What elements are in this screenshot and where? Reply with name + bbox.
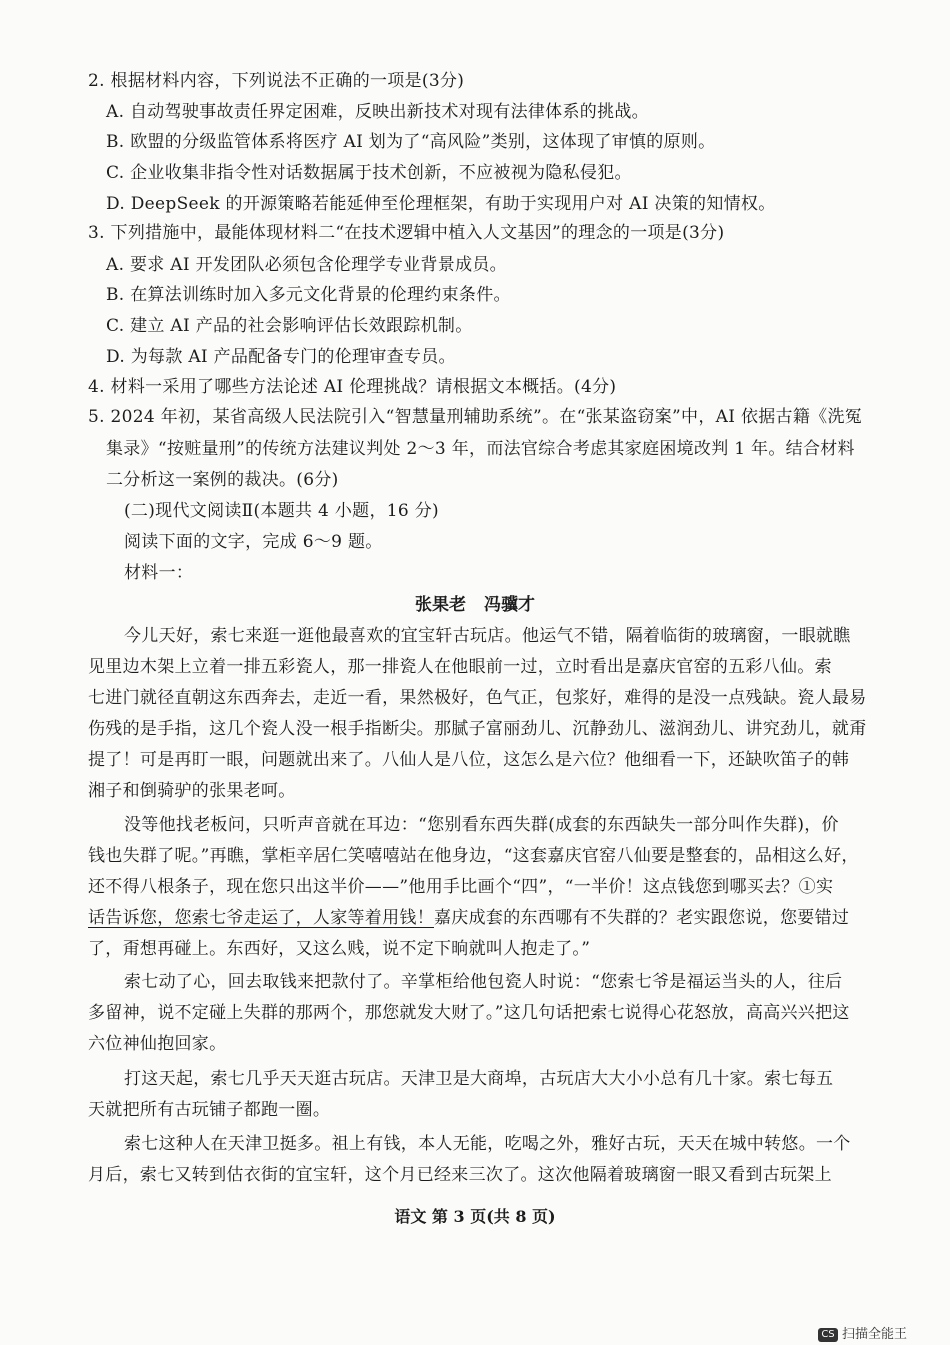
- question-3-option-a: A. 要求 AI 开发团队必须包含伦理学专业背景成员。: [106, 255, 507, 275]
- story-line: 七进门就径直朝这东西奔去，走近一看，果然极好，色气正，包浆好，难得的是没一点残缺。瓷人最易: [88, 688, 867, 708]
- question-2-option-c: C. 企业收集非指令性对话数据属于技术创新，不应被视为隐私侵犯。: [106, 163, 632, 183]
- question-2-stem: 2. 根据材料内容，下列说法不正确的一项是(3分): [88, 71, 465, 91]
- story-line: 天就把所有古玩铺子都跑一圈。: [88, 1100, 331, 1120]
- section-instruction: 阅读下面的文字，完成 6～9 题。: [124, 532, 383, 552]
- underlined-passage-1: 话告诉您，您索七爷走运了，人家等着用钱！: [88, 908, 434, 928]
- question-5-line-3: 二分析这一案例的裁决。(6分): [106, 470, 339, 490]
- story-line: 六位神仙抱回家。: [88, 1034, 227, 1054]
- story-line: 索七这种人在天津卫挺多。祖上有钱，本人无能，吃喝之外，雅好古玩，天天在城中转悠。一个: [124, 1134, 851, 1154]
- story-line: 钱也失群了呢。”再瞧，掌柜辛居仁笑嘻嘻站在他身边，“这套嘉庆官窑八仙要是整套的，品相这么好，: [88, 846, 859, 866]
- question-4: 4. 材料一采用了哪些方法论述 AI 伦理挑战？请根据文本概括。(4分): [88, 377, 617, 397]
- story-line: 湘子和倒骑驴的张果老呵。: [88, 781, 296, 801]
- story-line: 索七动了心，回去取钱来把款付了。辛掌柜给他包瓷人时说：“您索七爷是福运当头的人，往后: [124, 972, 843, 992]
- question-2-option-b: B. 欧盟的分级监管体系将医疗 AI 划为了“高风险”类别，这体现了审慎的原则。: [106, 132, 716, 152]
- story-author: 冯骥才: [484, 595, 535, 615]
- question-5-line-1: 5. 2024 年初，某省高级人民法院引入“智慧量刑辅助系统”。在“张某盗窃案”中，AI 依据古籍《洗冤: [88, 407, 863, 427]
- story-line-rest: 嘉庆成套的东西哪有不失群的？老实跟您说，您要错过: [434, 908, 850, 928]
- question-2-option-a: A. 自动驾驶事故责任界定困难，反映出新技术对现有法律体系的挑战。: [106, 102, 649, 122]
- story-line: 还不得八根条子，现在您只出这半价——”他用手比画个“四”，“一半价！这点钱您到哪买去？①实: [88, 877, 834, 897]
- question-5-line-2: 集录》“按赃量刑”的传统方法建议判处 2～3 年，而法官综合考虑其家庭困境改判 1 年。结合材料: [106, 439, 855, 459]
- story-line: 月后，索七又转到估衣街的宜宝轩，这个月已经来三次了。这次他隔着玻璃窗一眼又看到古玩架上: [88, 1165, 832, 1185]
- story-line: 见里边木架上立着一排五彩瓷人，那一排瓷人在他眼前一过，立时看出是嘉庆官窑的五彩八仙。索: [88, 657, 832, 677]
- story-line: 今儿天好，索七来逛一逛他最喜欢的宜宝轩古玩店。他运气不错，隔着临街的玻璃窗，一眼就瞧: [124, 626, 851, 646]
- story-title: 张果老: [415, 595, 466, 615]
- question-3-option-c: C. 建立 AI 产品的社会影响评估长效跟踪机制。: [106, 316, 473, 336]
- scanner-watermark: [818, 1323, 907, 1345]
- story-line: 打这天起，索七几乎天天逛古玩店。天津卫是大商埠，古玩店大大小小总有几十家。索七每五: [124, 1069, 834, 1089]
- story-line: 多留神，说不定碰上失群的那两个，那您就发大财了。”这几句话把索七说得心花怒放，高高兴兴把这: [88, 1003, 850, 1023]
- question-3-stem: 3. 下列措施中，最能体现材料二“在技术逻辑中植入人文基因”的理念的一项是(3分): [88, 223, 725, 243]
- story-line: 了，甭想再碰上。东西好，又这么贱，说不定下晌就叫人抱走了。”: [88, 939, 591, 959]
- material-label: 材料一：: [124, 563, 194, 583]
- question-3-option-b: B. 在算法训练时加入多元文化背景的伦理约束条件。: [106, 285, 511, 305]
- scanner-watermark-text: 扫描全能王: [842, 1327, 908, 1342]
- story-line-mixed: [88, 907, 849, 929]
- page-footer: 语文 第 3 页(共 8 页): [394, 1207, 556, 1226]
- story-line: 伤残的是手指，这几个瓷人没一根手指断尖。那腻子富丽劲儿、沉静劲儿、滋润劲儿、讲究劲儿，就甭: [88, 719, 867, 739]
- story-title-line: [0, 594, 950, 616]
- story-line: 提了！可是再盯一眼，问题就出来了。八仙人是八位，这怎么是六位？他细看一下，还缺吹笛子的韩: [88, 750, 850, 770]
- scanner-logo-icon: CS: [818, 1328, 838, 1342]
- story-line: 没等他找老板问，只听声音就在耳边：“您别看东西失群(成套的东西缺失一部分叫作失群)，价: [124, 815, 839, 835]
- question-2-option-d: D. DeepSeek 的开源策略若能延伸至伦理框架，有助于实现用户对 AI 决策的知情权。: [106, 194, 776, 214]
- question-3-option-d: D. 为每款 AI 产品配备专门的伦理审查专员。: [106, 347, 456, 367]
- section-header: (二)现代文阅读Ⅱ(本题共 4 小题，16 分): [124, 501, 439, 521]
